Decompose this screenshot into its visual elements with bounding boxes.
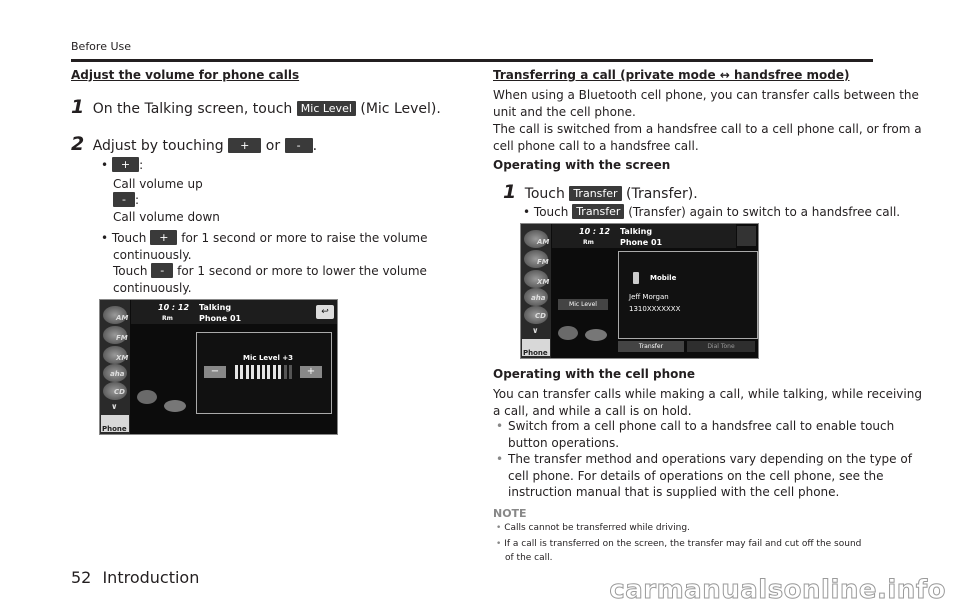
hangup-icon: [585, 329, 607, 341]
page-footer: [71, 568, 199, 587]
bullet-plus-desc: Call volume up: [113, 177, 203, 191]
source-icon-bar: [100, 300, 130, 434]
signal-roaming: Rm: [583, 239, 594, 246]
phone-label: Phone: [523, 349, 548, 357]
answer-icon: [558, 326, 578, 340]
mic-level-segment: [267, 365, 270, 379]
mic-level-segment: [289, 365, 292, 379]
answer-icon: [137, 390, 157, 404]
transfer-para-2b: cell phone call to a handsfree call.: [493, 139, 699, 153]
mic-level-segment: [235, 365, 238, 379]
left-step-2: [71, 133, 317, 155]
clock: 10 : 12: [579, 227, 611, 236]
phone-para-b: a call, and while a call is on hold.: [493, 404, 692, 418]
phone-bullet-2b: cell phone. For details of operations on the cell phone, see the: [508, 469, 884, 483]
note-2b: of the call.: [505, 553, 553, 563]
right-step-1: [503, 181, 698, 203]
plus-button: +: [150, 230, 177, 245]
phone-bullet-1: •: [496, 419, 504, 433]
phone-bullet-1a: Switch from a cell phone call to a handsfree call to enable touch: [508, 419, 895, 433]
aha-label: aha: [531, 294, 546, 302]
clock: 10 : 12: [158, 303, 190, 312]
bullet-hold-minus-cont: continuously.: [113, 281, 192, 295]
xm-label: XM: [537, 278, 550, 286]
page-number: 52: [71, 568, 92, 587]
fm-label: FM: [537, 258, 549, 266]
header-rule: [71, 59, 873, 62]
phone-bullet-2a: The transfer method and operations vary depending on the type of: [508, 452, 912, 466]
step-number: 2: [71, 133, 85, 155]
mic-level-segment: [240, 365, 243, 379]
volume-heading: Adjust the volume for phone calls: [71, 68, 300, 82]
mic-level-segment: [257, 365, 260, 379]
down-chevron-icon: ∨: [111, 402, 118, 411]
transfer-screenshot: [520, 223, 759, 359]
mobile-icon: [633, 272, 639, 284]
mic-level-segment: [273, 365, 276, 379]
minus-button: -: [285, 138, 313, 153]
mic-level-segment: [278, 365, 281, 379]
step-text: Adjust by touching: [92, 138, 224, 154]
xm-label: XM: [116, 354, 129, 362]
transfer-button: Transfer: [572, 204, 624, 219]
step-number: 1: [71, 96, 85, 118]
note-text: Calls cannot be transferred while driving.: [504, 523, 690, 533]
source-icon-bar: [521, 224, 551, 358]
down-chevron-icon: ∨: [532, 326, 539, 335]
left-step-1: [71, 96, 441, 118]
transfer-bullet: • Touch Transfer (Transfer) again to switch to a handsfree call.: [523, 205, 901, 219]
fm-label: FM: [116, 334, 128, 342]
transfer-heading: Transferring a call (private mode ↔ handsfree mode): [493, 68, 850, 82]
signal-roaming: Rm: [162, 315, 173, 322]
bullet-hold-plus-cont: continuously.: [113, 248, 192, 262]
mic-minus-button: −: [204, 366, 226, 378]
section-header: Before Use: [71, 40, 132, 53]
mic-level-button: Mic Level: [297, 101, 356, 116]
step-text: Touch: [524, 186, 565, 202]
bullet-text: Touch: [111, 231, 147, 245]
transfer-para-1b: unit and the cell phone.: [493, 105, 636, 119]
or-text: or: [265, 138, 281, 154]
phone-bullet-2: •: [496, 452, 504, 466]
bullet-text: (Transfer) again to switch to a handsfree call.: [628, 205, 901, 219]
transfer-para-2a: The call is switched from a handsfree call to a cell phone call, or from a: [493, 122, 922, 136]
bullet-hold-minus: [113, 263, 427, 279]
plus-button: +: [112, 157, 139, 172]
call-status: Talking: [620, 227, 653, 236]
colon: :: [139, 158, 144, 172]
bullet-plus: • + :: [101, 158, 144, 172]
screen-subheading: Operating with the screen: [493, 158, 671, 172]
mic-level-segment: [284, 365, 287, 379]
phone-name: Phone 01: [199, 314, 242, 323]
phone-name: Phone 01: [620, 238, 663, 247]
minus-button: -: [113, 192, 135, 207]
step-text-post: .: [312, 138, 318, 154]
mic-level-bars: [235, 365, 295, 379]
phone-bullet-2c: instruction manual that is supplied with the cell phone.: [508, 485, 840, 499]
back-icon: ↩: [316, 305, 334, 319]
mic-level-segment: [246, 365, 249, 379]
cd-label: CD: [535, 312, 546, 320]
step-text-post: (Transfer).: [626, 186, 698, 202]
bullet-hold-plus: • Touch + for 1 second or more to raise the volume: [101, 231, 428, 245]
mic-level-segment: [251, 365, 254, 379]
phone-para-a: You can transfer calls while making a call, while talking, while receiving: [493, 387, 922, 401]
am-label: AM: [537, 238, 550, 246]
transfer-button: Transfer: [569, 186, 621, 201]
plus-button: +: [228, 138, 261, 153]
bullet-text: for 1 second or more to lower the volume: [177, 264, 427, 278]
note-title: NOTE: [493, 507, 527, 520]
note-1: • Calls cannot be transferred while driving.: [496, 523, 690, 533]
bullet-text: for 1 second or more to raise the volume: [181, 231, 428, 245]
mic-level-button: Mic Level: [558, 299, 608, 310]
mic-level-screenshot: [99, 299, 338, 435]
phone-bullet-1b: button operations.: [508, 436, 620, 450]
note-text: If a call is transferred on the screen, the transfer may fail and cut off the sound: [504, 539, 862, 549]
mic-level-panel: [196, 332, 332, 414]
call-status: Talking: [199, 303, 232, 312]
bullet-minus: [113, 192, 139, 208]
bullet-minus-desc: Call volume down: [113, 210, 220, 224]
minus-button: -: [151, 263, 173, 278]
bullet-text: Touch: [113, 264, 148, 278]
mic-level-segment: [262, 365, 265, 379]
contact-name: Jeff Morgan: [629, 293, 669, 301]
aha-label: aha: [110, 370, 125, 378]
dial-tone-button: Dial Tone: [687, 341, 755, 352]
step-text: On the Talking screen, touch: [92, 101, 293, 117]
note-2a: • If a call is transferred on the screen, the transfer may fail and cut off the sound: [496, 539, 862, 549]
am-label: AM: [116, 314, 129, 322]
mic-level-label: Mic Level +3: [243, 354, 294, 362]
phone-label: Phone: [102, 425, 127, 433]
contact-number: 1310XXXXXXX: [629, 305, 681, 313]
hangup-icon: [164, 400, 186, 412]
mic-plus-button: +: [300, 366, 322, 378]
bullet-text: Touch: [533, 205, 569, 219]
transfer-screen-button: Transfer: [618, 341, 684, 352]
chapter-title: Introduction: [102, 568, 200, 587]
watermark: carmanualsonline.info: [609, 575, 946, 605]
step-text-post: (Mic Level).: [360, 101, 441, 117]
cd-label: CD: [114, 388, 125, 396]
contact-panel: [618, 251, 758, 339]
back-icon: [737, 226, 756, 246]
step-number: 1: [503, 181, 517, 203]
transfer-para-1a: When using a Bluetooth cell phone, you can transfer calls between the: [493, 88, 919, 102]
colon: :: [134, 193, 140, 207]
phone-subheading: Operating with the cell phone: [493, 367, 696, 381]
device-type: Mobile: [650, 274, 677, 282]
